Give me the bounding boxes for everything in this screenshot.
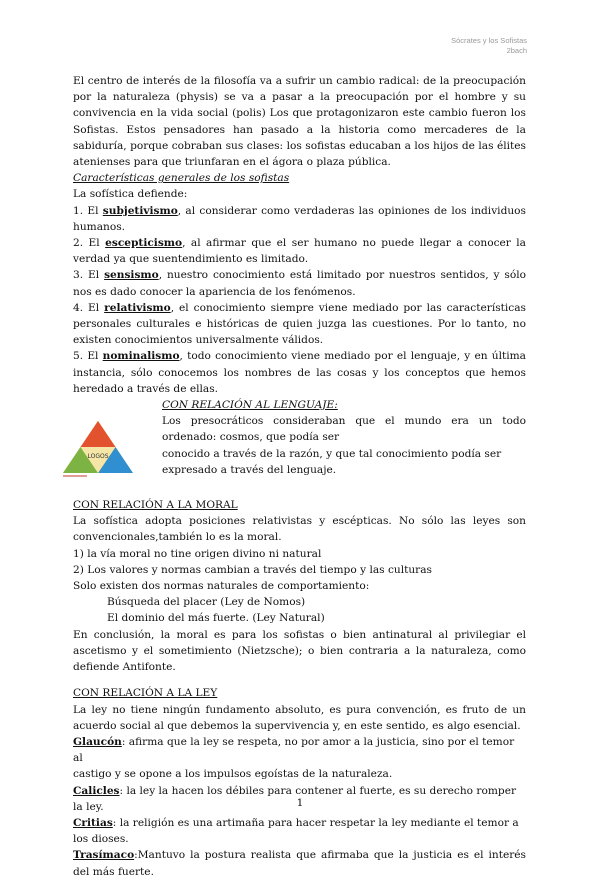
law-glaucon: Glaucón: afirma que la ley se respeta, no por amor a la justicia, sino por el temor al <box>73 735 515 765</box>
term-sensismo: sensismo <box>104 269 159 282</box>
law-paragraph: La ley no tiene ningún fundamento absoluto, es pura convención, es fruto de un acuerdo social al que debemos la supervivencia y, en este sentido, es algo esencial. <box>73 703 526 732</box>
logos-triangle-image <box>61 419 135 477</box>
running-header <box>451 36 527 56</box>
moral-paragraph: La sofística adopta posiciones relativistas y escépticas. No sólo las leyes son convencionales,también lo es la moral. <box>73 515 526 544</box>
page-number: 1 <box>296 797 304 809</box>
header-title: Sócrates y los Sofistas <box>451 36 527 45</box>
law-heading: CON RELACIÓN A LA LEY <box>73 687 218 700</box>
name-critias: Critias <box>73 816 113 829</box>
term-subjetivismo: subjetivismo <box>102 204 178 217</box>
moral-point-1: 1) la vía moral no tine origen divino ni natural <box>73 547 322 560</box>
term-escepticismo: escepticismo <box>105 237 183 250</box>
list-item: 2. El escepticismo, al afirmar que el ser humano no puede llegar a conocer la verdad ya que suentendimiento es limitado. <box>73 237 526 266</box>
document-body <box>73 73 526 880</box>
logos-label: LOGOS <box>87 453 109 461</box>
intro-paragraph: El centro de interés de la filosofía va a sufrir un cambio radical: de la preocupación por la naturaleza (physis) se va a pasar a la preocupación por el hombre y su convivencia en la vida social (polis) Los que protagonizaron este cambio fueron los Sofistas. Estos pensadores han pasado a la historia como mercaderes de la sabiduría, porque cobraban sus clases: los sofistas educaban a los hijos de las élites atenienses para que triunfaran en el ágora o plaza pública. <box>73 75 526 169</box>
term-nominalismo: nominalismo <box>102 350 180 363</box>
characteristics-lead: La sofística defiende: <box>73 188 188 201</box>
term-relativismo: relativismo <box>104 301 171 314</box>
moral-heading: CON RELACIÓN A LA MORAL <box>73 499 238 512</box>
list-item: 3. El sensismo, nuestro conocimiento está limitado por nuestros sentidos, y sólo nos es dado conocer la apariencia de los fenómenos. <box>73 269 526 298</box>
law-trasimaco: Trasímaco:Mantuvo la postura realista que afirmaba que la justicia es el interés del más fuerte. <box>73 849 526 878</box>
name-trasimaco: Trasímaco <box>73 849 135 862</box>
list-item: 4. El relativismo, el conocimiento siempre viene mediado por las características personales culturales e históricas de quien juzga las cuestiones. Por lo tanto, no existen conocimientos universalmente válidos. <box>73 301 526 347</box>
moral-norm-2: El dominio del más fuerte. (Ley Natural) <box>107 612 325 625</box>
law-critias: Critias: la religión es una artimaña para hacer respetar la ley mediante el temor a los dioses. <box>73 816 519 846</box>
characteristics-heading: Características generales de los sofistas <box>73 172 290 185</box>
name-glaucon: Glaucón <box>73 735 122 748</box>
language-heading: CON RELACIÓN AL LENGUAJE: <box>162 399 338 412</box>
language-paragraph-2: conocido a través de la razón, y que tal conocimiento podía ser expresado a través del lenguaje. <box>162 447 502 476</box>
moral-norms-lead: Solo existen dos normas naturales de comportamiento: <box>73 580 370 593</box>
language-paragraph-1: Los presocráticos consideraban que el mundo era un todo ordenado: cosmos, que podía ser <box>162 415 526 444</box>
moral-point-2: 2) Los valores y normas cambian a través del tiempo y las culturas <box>73 563 432 576</box>
name-calicles: Calicles <box>73 784 120 797</box>
moral-norm-1: Búsqueda del placer (Ley de Nomos) <box>107 596 306 609</box>
law-calicles: Calicles: la ley la hacen los débiles para contener al fuerte, es su derecho romper la ley. <box>73 784 517 813</box>
header-course: 2bach <box>506 46 527 56</box>
language-section <box>73 397 526 487</box>
list-item: 1. El subjetivismo, al considerar como verdaderas las opiniones de los individuos humanos. <box>73 204 526 233</box>
list-item: 5. El nominalismo, todo conocimiento viene mediado por el lenguaje, y en última instancia, sólo conocemos los nombres de las cosas y los conceptos que hemos heredado a través de ellas. <box>73 350 526 395</box>
law-glaucon-cont: castigo y se opone a los impulsos egoístas de la naturaleza. <box>73 768 393 781</box>
moral-conclusion: En conclusión, la moral es para los sofistas o bien antinatural al privilegiar el ascetismo y el sometimiento (Nietzsche); o bien contraria a la naturaleza, como defiende Antifonte. <box>73 628 526 674</box>
